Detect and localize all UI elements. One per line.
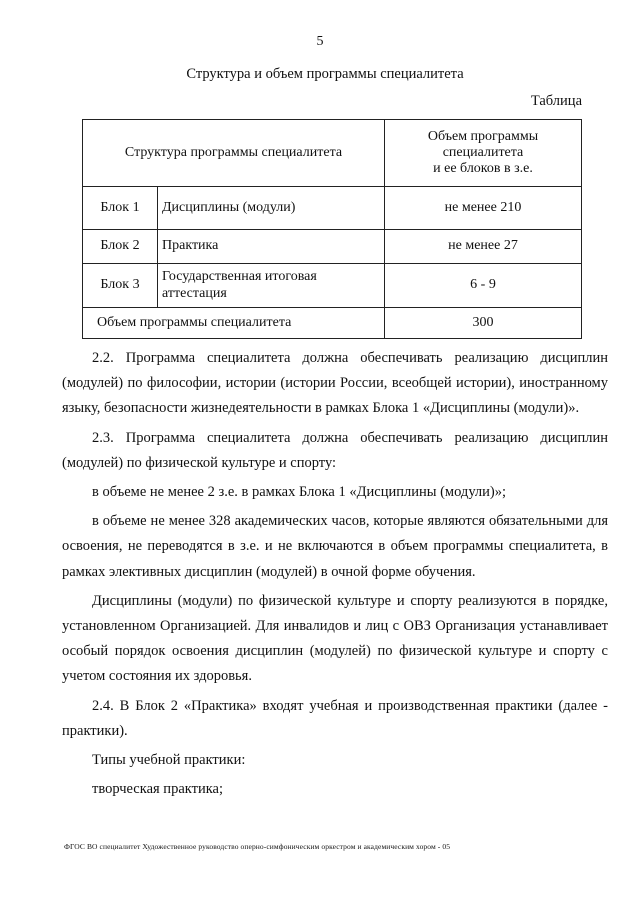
page-footer: ФГОС ВО специалитет Художественное руководство оперно-симфоническим оркестром и академическим хором - 05	[64, 842, 451, 851]
header-volume-line: Объем программы	[427, 128, 539, 144]
block-name-cell: Государственная итоговая аттестация	[158, 264, 385, 308]
block-volume-cell: не менее 210	[385, 187, 582, 230]
block-name-cell: Практика	[158, 230, 385, 264]
table-label: Таблица	[530, 93, 582, 109]
block-name-cell: Дисциплины (модули)	[158, 187, 385, 230]
paragraph: 2.3. Программа специалитета должна обеспечивать реализацию дисциплин (модулей) по физической культуре и спорту:	[62, 429, 608, 471]
table-row	[83, 230, 582, 264]
paragraph: Дисциплины (модули) по физической культуре и спорту реализуются в порядке, установленном Организацией. Для инвалидов и лиц с ОВЗ Организация устанавливает особый порядок освоения дисциплин (модулей) по физической культуре и спорту с учетом состояния их здоровья.	[62, 592, 608, 685]
paragraph: Типы учебной практики:	[92, 752, 246, 769]
block-cell: Блок 3	[83, 264, 158, 308]
total-label-cell: Объем программы специалитета	[83, 308, 385, 339]
block-volume-cell: не менее 27	[385, 230, 582, 264]
table-row	[83, 264, 582, 308]
paragraph: 2.4. В Блок 2 «Практика» входят учебная и производственная практики (далее - практики).	[62, 697, 608, 739]
paragraph: 2.2. Программа специалитета должна обеспечивать реализацию дисциплин (модулей) по философии, истории (истории России, всеобщей истории), иностранному языку, безопасности жизнедеятельности в рамках Блока 1 «Дисциплины (модули)».	[62, 350, 608, 417]
page-title: Структура и объем программы специалитета	[186, 66, 464, 82]
program-structure-table	[82, 119, 582, 339]
table-row	[83, 187, 582, 230]
body-text	[62, 346, 608, 806]
block-cell: Блок 2	[83, 230, 158, 264]
table-total-row	[83, 308, 582, 339]
page-number: 5	[316, 34, 324, 49]
block-cell: Блок 1	[83, 187, 158, 230]
header-volume-line: специалитета	[442, 144, 524, 160]
total-value-cell: 300	[385, 308, 582, 339]
header-volume	[385, 120, 582, 187]
header-structure: Структура программы специалитета	[83, 120, 385, 187]
paragraph: творческая практика;	[92, 781, 223, 798]
header-volume-line: и ее блоков в з.е.	[433, 161, 533, 177]
table-header-row	[83, 120, 582, 187]
paragraph: в объеме не менее 328 академических часов, которые являются обязательными для освоения, не переводятся в з.е. и не включаются в объем программы специалитета, в рамках элективных дисциплин (модулей) в очной форме обучения.	[62, 513, 608, 580]
paragraph: в объеме не менее 2 з.е. в рамках Блока 1 «Дисциплины (модули)»;	[92, 484, 507, 501]
block-volume-cell: 6 - 9	[385, 264, 582, 308]
